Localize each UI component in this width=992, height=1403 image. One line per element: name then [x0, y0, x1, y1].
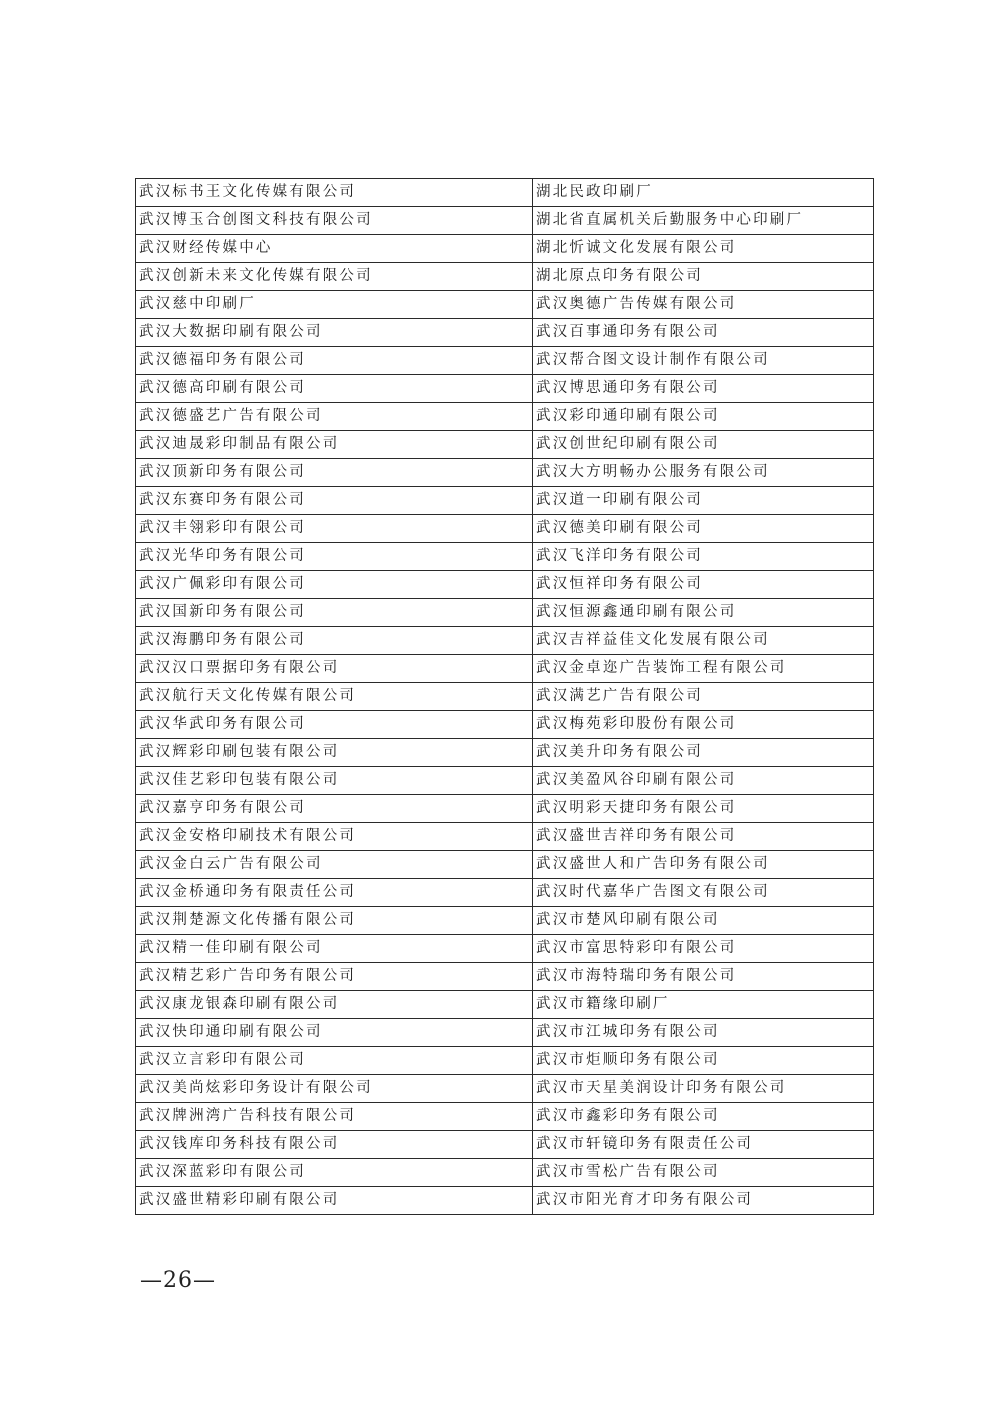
table-row [136, 1131, 874, 1159]
company-name-left: 武汉东赛印务有限公司 [136, 487, 533, 515]
company-name-right: 武汉盛世人和广告印务有限公司 [533, 851, 874, 879]
company-name-left: 武汉标书王文化传媒有限公司 [136, 179, 533, 207]
company-name-right: 武汉市鑫彩印务有限公司 [533, 1103, 874, 1131]
table-row [136, 263, 874, 291]
table-row [136, 1187, 874, 1215]
table-row [136, 655, 874, 683]
company-name-right: 武汉市楚风印刷有限公司 [533, 907, 874, 935]
company-name-left: 武汉荆楚源文化传播有限公司 [136, 907, 533, 935]
table-row [136, 627, 874, 655]
table-row [136, 459, 874, 487]
company-name-left: 武汉德福印务有限公司 [136, 347, 533, 375]
table-row [136, 347, 874, 375]
table-row [136, 1159, 874, 1187]
company-name-right: 武汉美盈风谷印刷有限公司 [533, 767, 874, 795]
company-name-left: 武汉顶新印务有限公司 [136, 459, 533, 487]
company-name-right: 武汉金卓迩广告装饰工程有限公司 [533, 655, 874, 683]
company-name-right: 武汉明彩天捷印务有限公司 [533, 795, 874, 823]
table-row [136, 375, 874, 403]
company-name-right: 武汉市阳光育才印务有限公司 [533, 1187, 874, 1215]
company-name-left: 武汉大数据印刷有限公司 [136, 319, 533, 347]
company-name-right: 武汉帮合图文设计制作有限公司 [533, 347, 874, 375]
company-name-right: 武汉盛世吉祥印务有限公司 [533, 823, 874, 851]
company-name-left: 武汉迪晟彩印制品有限公司 [136, 431, 533, 459]
company-name-right: 武汉市炬顺印务有限公司 [533, 1047, 874, 1075]
company-name-right: 武汉市轩镜印务有限责任公司 [533, 1131, 874, 1159]
company-table-body [136, 179, 874, 1215]
company-table [135, 178, 874, 1215]
page-number: —26— [140, 1268, 216, 1293]
company-name-right: 武汉市雪松广告有限公司 [533, 1159, 874, 1187]
company-name-right: 武汉吉祥益佳文化发展有限公司 [533, 627, 874, 655]
company-name-right: 湖北民政印刷厂 [533, 179, 874, 207]
company-name-left: 武汉汉口票据印务有限公司 [136, 655, 533, 683]
table-row [136, 879, 874, 907]
company-name-left: 武汉牌洲湾广告科技有限公司 [136, 1103, 533, 1131]
company-name-left: 武汉深蓝彩印有限公司 [136, 1159, 533, 1187]
company-name-right: 武汉创世纪印刷有限公司 [533, 431, 874, 459]
company-name-left: 武汉博玉合创图文科技有限公司 [136, 207, 533, 235]
company-name-right: 武汉满艺广告有限公司 [533, 683, 874, 711]
company-name-left: 武汉华武印务有限公司 [136, 711, 533, 739]
company-name-right: 武汉市天星美润设计印务有限公司 [533, 1075, 874, 1103]
company-name-left: 武汉佳艺彩印包装有限公司 [136, 767, 533, 795]
table-row [136, 795, 874, 823]
table-row [136, 1075, 874, 1103]
company-name-left: 武汉广佩彩印有限公司 [136, 571, 533, 599]
company-name-left: 武汉航行天文化传媒有限公司 [136, 683, 533, 711]
table-row [136, 487, 874, 515]
table-row [136, 571, 874, 599]
company-name-left: 武汉快印通印刷有限公司 [136, 1019, 533, 1047]
table-row [136, 599, 874, 627]
company-name-left: 武汉金白云广告有限公司 [136, 851, 533, 879]
table-row [136, 851, 874, 879]
table-row [136, 403, 874, 431]
table-row [136, 711, 874, 739]
company-name-right: 湖北省直属机关后勤服务中心印刷厂 [533, 207, 874, 235]
company-name-right: 武汉恒祥印务有限公司 [533, 571, 874, 599]
table-row [136, 1019, 874, 1047]
company-name-right: 武汉美升印务有限公司 [533, 739, 874, 767]
company-name-left: 武汉丰翎彩印有限公司 [136, 515, 533, 543]
company-name-right: 武汉市海特瑞印务有限公司 [533, 963, 874, 991]
company-name-left: 武汉德高印刷有限公司 [136, 375, 533, 403]
table-row [136, 291, 874, 319]
company-name-left: 武汉精艺彩广告印务有限公司 [136, 963, 533, 991]
table-row [136, 991, 874, 1019]
company-name-left: 武汉金安格印刷技术有限公司 [136, 823, 533, 851]
company-name-right: 武汉道一印刷有限公司 [533, 487, 874, 515]
company-name-left: 武汉立言彩印有限公司 [136, 1047, 533, 1075]
company-name-left: 武汉财经传媒中心 [136, 235, 533, 263]
company-name-left: 武汉钱库印务科技有限公司 [136, 1131, 533, 1159]
company-name-right: 武汉博思通印务有限公司 [533, 375, 874, 403]
company-name-left: 武汉光华印务有限公司 [136, 543, 533, 571]
table-row [136, 431, 874, 459]
company-name-left: 武汉盛世精彩印刷有限公司 [136, 1187, 533, 1215]
company-name-left: 武汉德盛艺广告有限公司 [136, 403, 533, 431]
table-row [136, 319, 874, 347]
table-row [136, 823, 874, 851]
company-name-right: 武汉德美印刷有限公司 [533, 515, 874, 543]
table-row [136, 1047, 874, 1075]
table-row [136, 235, 874, 263]
company-name-left: 武汉创新未来文化传媒有限公司 [136, 263, 533, 291]
table-row [136, 683, 874, 711]
company-name-left: 武汉康龙银森印刷有限公司 [136, 991, 533, 1019]
company-name-right: 武汉飞洋印务有限公司 [533, 543, 874, 571]
table-row [136, 207, 874, 235]
company-name-right: 武汉彩印通印刷有限公司 [533, 403, 874, 431]
company-name-left: 武汉海鹏印务有限公司 [136, 627, 533, 655]
company-name-right: 武汉市富思特彩印有限公司 [533, 935, 874, 963]
company-name-right: 武汉梅苑彩印股份有限公司 [533, 711, 874, 739]
table-row [136, 739, 874, 767]
table-row [136, 907, 874, 935]
company-name-right: 武汉市籍缘印刷厂 [533, 991, 874, 1019]
company-name-left: 武汉金桥通印务有限责任公司 [136, 879, 533, 907]
company-name-right: 武汉市江城印务有限公司 [533, 1019, 874, 1047]
company-name-left: 武汉嘉亨印务有限公司 [136, 795, 533, 823]
table-row [136, 515, 874, 543]
company-name-right: 湖北原点印务有限公司 [533, 263, 874, 291]
company-name-right: 武汉大方明畅办公服务有限公司 [533, 459, 874, 487]
company-name-left: 武汉辉彩印刷包装有限公司 [136, 739, 533, 767]
table-row [136, 963, 874, 991]
table-row [136, 935, 874, 963]
company-name-right: 湖北忻诚文化发展有限公司 [533, 235, 874, 263]
company-name-right: 武汉时代嘉华广告图文有限公司 [533, 879, 874, 907]
company-name-right: 武汉恒源鑫通印刷有限公司 [533, 599, 874, 627]
table-row [136, 1103, 874, 1131]
company-name-left: 武汉精一佳印刷有限公司 [136, 935, 533, 963]
company-name-left: 武汉国新印务有限公司 [136, 599, 533, 627]
company-name-right: 武汉奥德广告传媒有限公司 [533, 291, 874, 319]
table-row [136, 767, 874, 795]
table-row [136, 543, 874, 571]
table-row [136, 179, 874, 207]
company-name-left: 武汉美尚炫彩印务设计有限公司 [136, 1075, 533, 1103]
company-name-right: 武汉百事通印务有限公司 [533, 319, 874, 347]
company-name-left: 武汉慈中印刷厂 [136, 291, 533, 319]
